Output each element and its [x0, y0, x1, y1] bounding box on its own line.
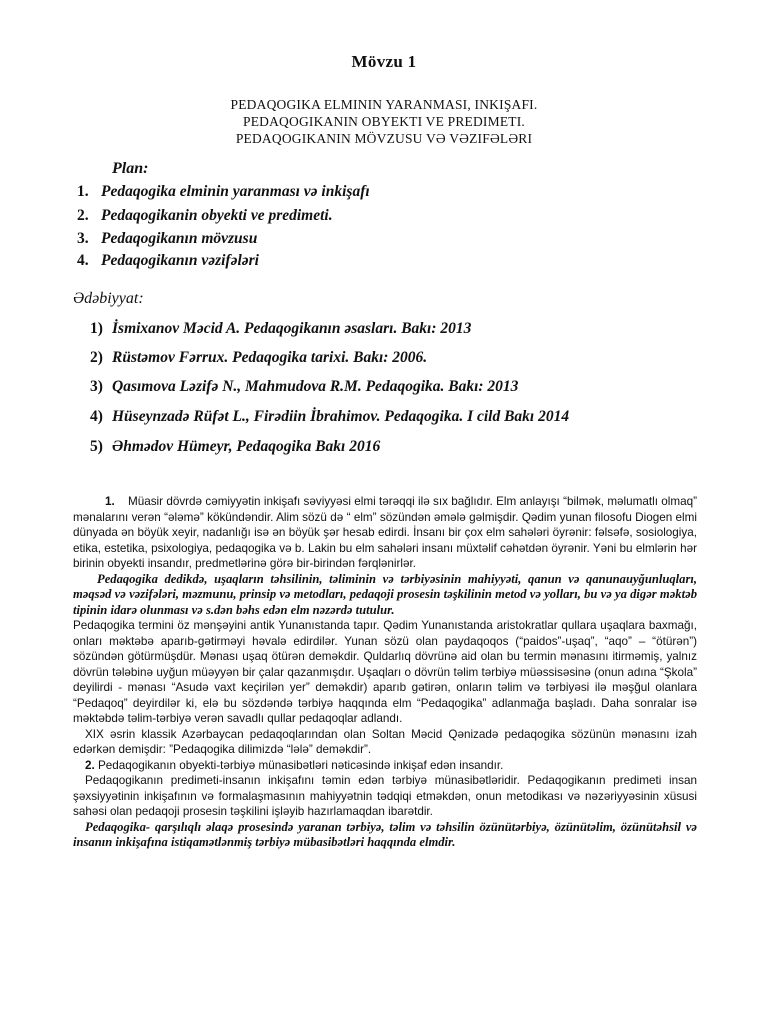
paragraph-definition: Pedaqogika dedikdə, uşaqların təhsilinin, təliminin və tərbiyəsinin mahiyyəti, qanun və qanunauyğunluqları, məqsəd və vəzifələri, məzmunu, prinsip və metodları, pedaqoji prosesin təşkilinin metod və yolları, bu və ya digər məktəb tipinin idarə olunması və s.dən bəhs edən elm nəzərdə tutulur.: [73, 571, 697, 617]
section-number: 1.: [105, 495, 115, 508]
paragraph-text: Müasir dövrdə cəmiyyətin inkişafı səviyyəsi elmi tərəqqi ilə sıx bağlıdır. Elm anlayışı “bilmək, məlumatlı olmaq” mənalarını verən “ələmə” kökündəndir. Alim sözü də “ elm” sözündən əmələ gəlmişdir. Qədim yunan filosofu Diogen elmi dünyada ən böyük xeyir, nadanlığı isə ən böyük şər hesab edirdi. İnsanı bir çox elm sahələri öyrənir: fəlsəfə, sosiologiya, etika, estetika, psixologiya, pedaqogika və b. Lakin bu elm sahələri insanı müxtəlif cəhətdən öyrənir. Yəni bu elmlərin hər birinin obyekti insandır, predmetlərinə görə bir-birindən fərqlənirlər.: [73, 495, 697, 570]
literature-item: [90, 438, 380, 456]
paragraph-subject: Pedaqogikanın predimeti-insanın inkişafını təmin edən tərbiyə münasibətləridir. Pedaqogikanın predimeti insan şəxsiyyətinin inkişafının və formalaşmasının mahiyyətnin tədqiqi etməkdən, onun metodikası və nəzəriyyəsinin xüsusi sahəsi olan pedaqoji prosesin təşkilini işləyib hazırlamaqdan ibarətdir.: [73, 774, 697, 818]
literature-heading: Ədəbiyyat:: [73, 290, 144, 307]
literature-item-number: 1): [90, 320, 103, 337]
plan-item-number: 3.: [77, 230, 89, 247]
literature-item: [90, 408, 569, 426]
paragraph-term-origin: Pedaqogika termini öz mənşəyini antik Yunanıstanda tapır. Qədim Yunanıstanda aristokratlar qullara uşaqlara baxmağı, onları məktəbə aparıb-gətirməyi həvalə edirdilər. Yunan sözü olan paydaqoqos (“paidos”-uşaq”, “aqo” – “ötürən”) sözündən götürmüşdür. Mənası uşaq ötürən deməkdir. Quldarlıq dövrünə aid olan bu termin mənasını itirməmiş, yalnız dövrün tələbinə uyğun müəyyən bir çalar qazanmışdır. Uşaqları o dövrün təlim tərbiyə müəssisəsinə (onun adına “Şkola” deyilirdi - mənası “Asudə vaxt keçirilən yer” deməkdir) aparıb gətirən, onların təlim və tərbiyəsi ilə məşğul olanlara “Pedaqoq” deyirdilər ki, elə bu sözdəndə tərbiyə haqqında elm “Pedaqogika” adlanmağa başladı. Daha sonralar isə məktəbdə təlim-tərbiyə verən savadlı qullar pedaqoqlar adlandı.: [73, 619, 697, 725]
plan-item-text: Pedaqogikanin obyekti ve predimeti.: [101, 207, 333, 224]
page-title: Mövzu 1: [351, 52, 417, 71]
plan-item-number: 2.: [77, 207, 89, 224]
paragraph-intro: [73, 494, 697, 572]
literature-item-text: İsmixanov Məcid A. Pedaqogikanın əsasları. Bakı: 2013: [112, 320, 472, 337]
plan-item: [77, 183, 370, 201]
paragraph-text: Pedaqogikanın obyekti-tərbiyə münasibətləri nəticəsində inkişaf edən insandır.: [98, 758, 504, 772]
plan-item-number: 1.: [77, 183, 89, 200]
literature-item-text: Qasımova Ləzifə N., Mahmudova R.M. Pedaqogika. Bakı: 2013: [112, 378, 519, 395]
literature-item: [90, 320, 471, 338]
literature-item-text: Hüseynzadə Rüfət L., Firədiin İbrahimov. Pedaqogika. I cild Bakı 2014: [112, 408, 570, 425]
literature-item-number: 2): [90, 349, 103, 366]
literature-item-number: 4): [90, 408, 103, 425]
paragraph-conclusion: Pedaqogika- qarşılıqlı əlaqə prosesində yaranan tərbiyə, təlim və təhsilin özünütərbiyə, özünütəlim, özünütəhsil və insanın inkişafına istiqamətlənmiş tərbiyə mübasibətləri haqqında elmdir.: [73, 819, 697, 849]
plan-heading: Plan:: [112, 160, 149, 177]
literature-item-number: 5): [90, 438, 103, 455]
literature-item: [90, 349, 427, 367]
paragraph-qenizade: XIX əsrin klassik Azərbaycan pedaqoqlarından olan Soltan Məcid Qənizadə pedaqogika sözünün mənasını izah edərkən demişdir: ”Pedaqogika dilimizdə “lələ” deməkdir”.: [73, 727, 697, 756]
body-text: [73, 494, 697, 851]
paragraph-object: [73, 758, 697, 774]
subtitle-line-3: PEDAQOGIKANIN MÖVZUSU VƏ VƏZIFƏLƏRI: [235, 131, 533, 146]
section-number: 2.: [85, 758, 95, 772]
literature-item-text: Əhmədov Hümeyr, Pedaqogika Bakı 2016: [112, 438, 381, 455]
plan-item-text: Pedaqogikanın vəzifələri: [101, 252, 259, 269]
plan-item: [77, 252, 259, 270]
plan-item-text: Pedaqogika elminin yaranması və inkişafı: [101, 183, 370, 200]
literature-item: [90, 378, 518, 396]
plan-item-number: 4.: [77, 252, 89, 269]
literature-item-number: 3): [90, 378, 103, 395]
literature-item-text: Rüstəmov Fərrux. Pedaqogika tarixi. Bakı: 2006.: [112, 349, 428, 366]
subtitle-line-2: PEDAQOGIKANIN OBYEKTI VE PREDIMETI.: [243, 114, 525, 129]
subtitle-line-1: PEDAQOGIKA ELMININ YARANMASI, INKIŞAFI.: [230, 97, 538, 112]
plan-item-text: Pedaqogikanın mövzusu: [101, 230, 258, 247]
plan-item: [77, 207, 333, 225]
plan-item: [77, 230, 257, 248]
